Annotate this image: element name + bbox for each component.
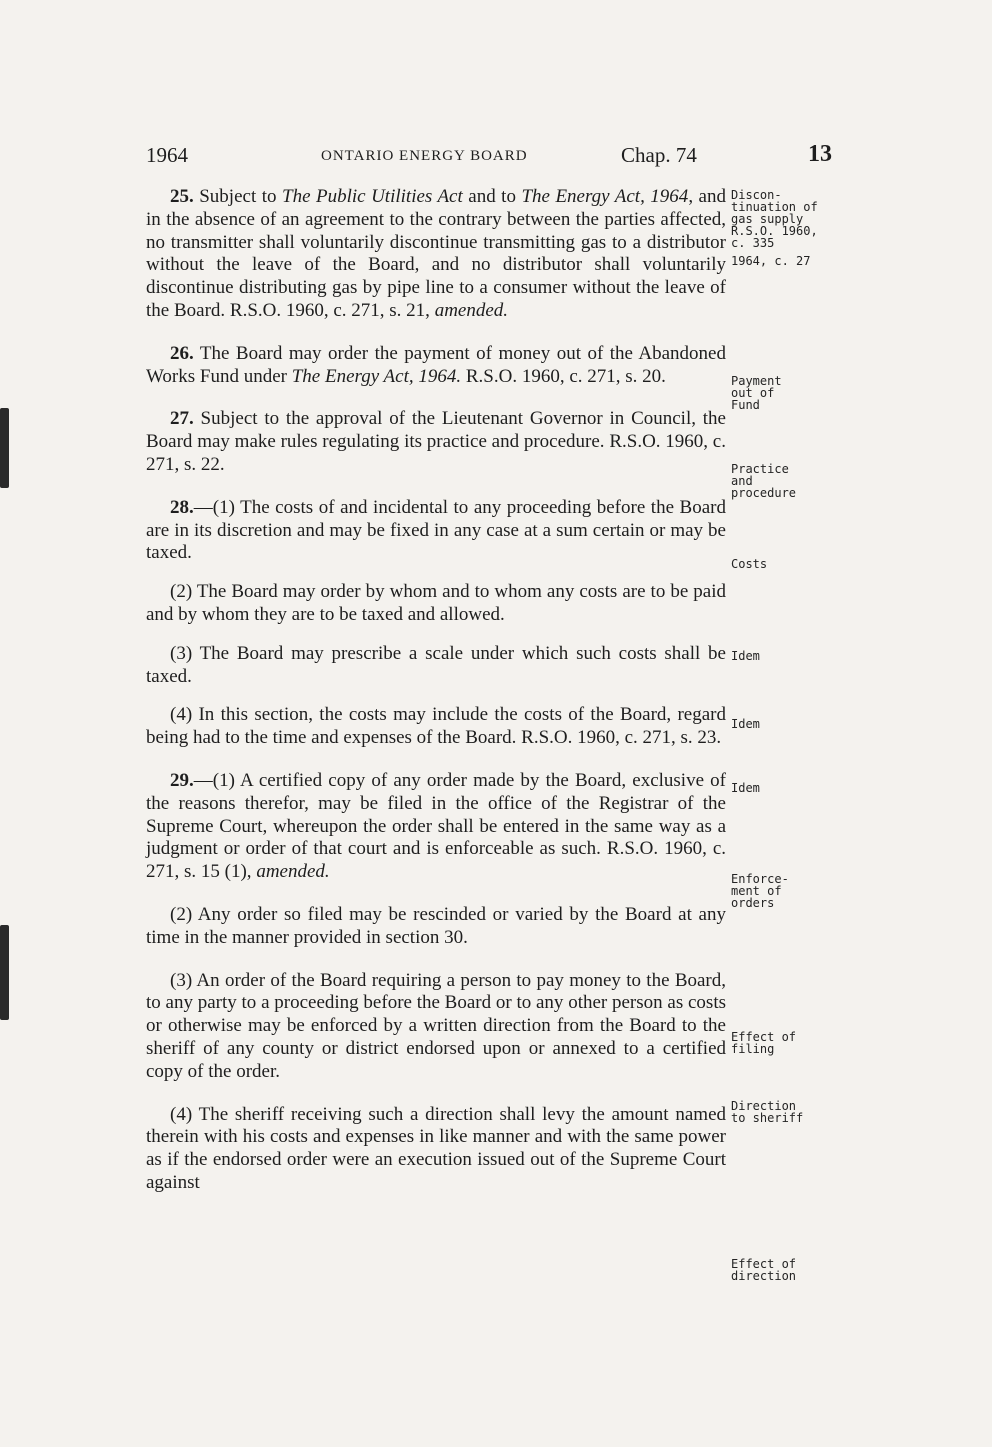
- section-29-1: 29.—(1) A certified copy of any order made by the Board, exclusive of the reasons therefor, may be filed in the office of the Registrar of the Supreme Court, whereupon the order shall be entered in the same way as a judgment or order of that court and is enforceable as such. R.S.O. 1960, c. 271, s. 15 (1), amended.: [146, 769, 726, 883]
- section-number: 25.: [170, 186, 194, 207]
- section-29-4: (4) The sheriff receiving such a direction shall levy the amount named therein with his costs and expenses in like manner and with the same power as if the endorsed order were an execution issued out of the Supreme Court against: [146, 1103, 726, 1193]
- header-chapter: Chap. 74: [621, 143, 697, 167]
- section-27: 27. Subject to the approval of the Lieutenant Governor in Council, the Board may make rules regulating its practice and procedure. R.S.O. 1960, c. 271, s. 22.: [146, 408, 726, 475]
- margin-note-effect-of-filing: Effect of filing: [731, 1030, 797, 1056]
- margin-note-idem: Idem: [731, 649, 760, 663]
- margin-note-idem: Idem: [731, 717, 760, 731]
- section-number: 26.: [170, 342, 194, 364]
- binding-mark: [0, 925, 9, 1020]
- margin-note-practice: Practice and procedure: [731, 462, 797, 500]
- margin-note-enforcement: Enforce- ment of orders: [731, 872, 789, 910]
- page-number: 13: [808, 141, 832, 167]
- act-reference: The Energy Act, 1964.: [291, 365, 462, 387]
- section-28-4: (4) In this section, the costs may include the costs of the Board, regard being had to the time and expenses of the Board. R.S.O. 1960, c. 271, s. 23.: [146, 704, 726, 749]
- margin-note-discontinuation: Discon- tinuation of gas supply R.S.O. 1960, c. 335 1964, c. 27: [731, 188, 818, 268]
- section-28-3: (3) The Board may prescribe a scale under which such costs shall be taxed.: [146, 642, 726, 687]
- section-29-2: (2) Any order so filed may be rescinded or varied by the Board at any time in the manner provided in section 30.: [146, 903, 726, 948]
- header-year: 1964: [146, 143, 188, 167]
- amended-note: amended.: [256, 861, 330, 883]
- binding-mark: [0, 408, 9, 488]
- section-25: 25. Subject to The Public Utilities Act and to The Energy Act, 1964, and in the absence of an agreement to the contrary between the parties affected, no transmitter shall voluntarily discontinue transmitting gas to a distributor without the leave of the Board, and no distributor shall voluntarily discontinue distributing gas by pipe line to a consumer without the leave of the Board. R.S.O. 1960, c. 271, s. 21, amended.: [146, 186, 726, 321]
- section-28-2: (2) The Board may order by whom and to whom any costs are to be paid and by whom they are to be taxed and allowed.: [146, 581, 726, 625]
- amended-note: amended.: [434, 299, 509, 321]
- margin-note-payment: Payment out of Fund: [731, 374, 782, 412]
- header-title: ONTARIO ENERGY BOARD: [321, 148, 528, 164]
- act-reference: The Public Utilities Act: [282, 186, 463, 207]
- margin-note-effect-of-direction: Effect of direction: [731, 1257, 797, 1283]
- margin-note-direction: Direction to sheriff: [731, 1099, 804, 1125]
- section-number: 29.: [170, 769, 194, 791]
- section-number: 27.: [170, 408, 194, 430]
- section-26: 26. The Board may order the payment of money out of the Abandoned Works Fund under The Energy Act, 1964. R.S.O. 1960, c. 271, s. 20.: [146, 342, 726, 387]
- statute-body: [146, 186, 726, 1195]
- section-number: 28.: [170, 496, 194, 518]
- act-reference: The Energy Act, 1964: [521, 186, 689, 207]
- section-28-1: 28.—(1) The costs of and incidental to any proceeding before the Board are in its discretion and may be fixed in any case at a sum certain or may be taxed.: [146, 496, 726, 564]
- section-29-3: (3) An order of the Board requiring a person to pay money to the Board, to any party to a proceeding before the Board or to any other person as costs or otherwise may be enforced by a written direction from the Board to the sheriff of any county or district endorsed upon or annexed to a certified copy of the order.: [146, 969, 726, 1082]
- margin-note-idem: Idem: [731, 781, 760, 795]
- margin-note-costs: Costs: [731, 557, 768, 571]
- page-header: [146, 143, 832, 173]
